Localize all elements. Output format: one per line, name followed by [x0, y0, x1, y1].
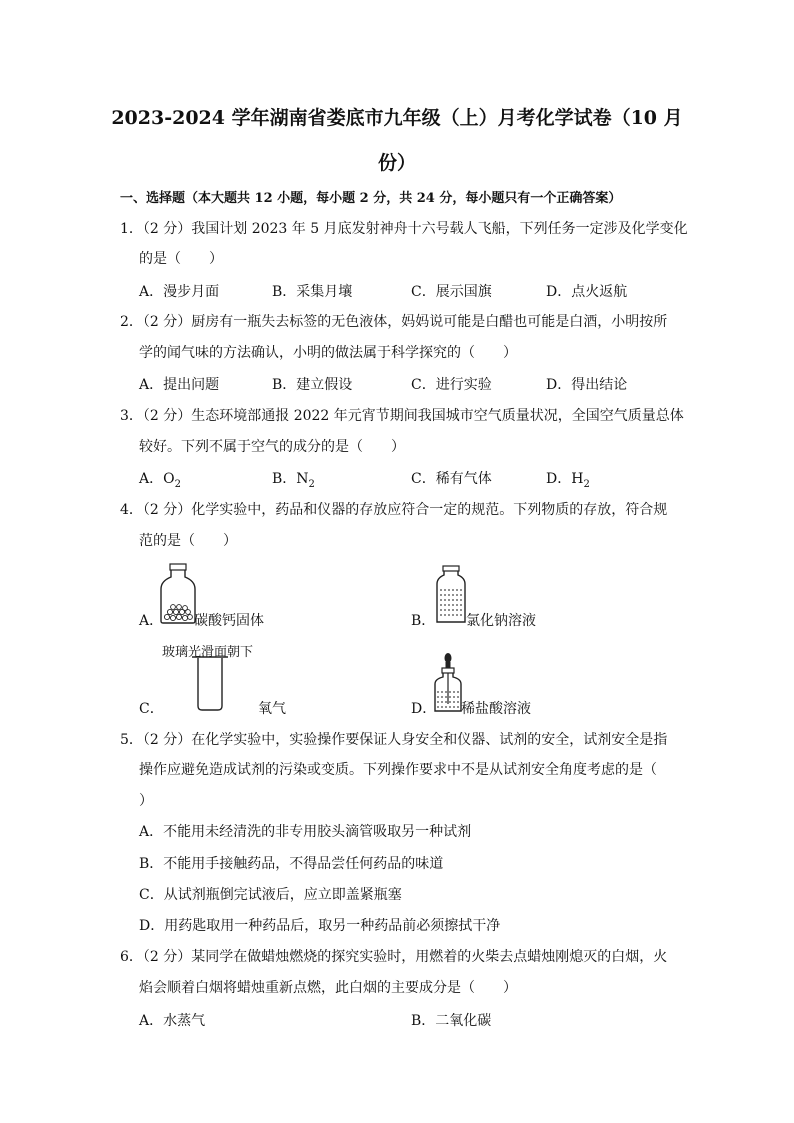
- q4-option-d-letter: D．: [411, 701, 437, 717]
- q4-stem-line1: 4．（2 分）化学实验中，药品和仪器的存放应符合一定的规范。下列物质的存放，符合规: [120, 502, 668, 518]
- q5-option-b: B．不能用手接触药品，不得品尝任何药品的味道: [139, 856, 444, 872]
- q4-option-b-letter: B．: [411, 613, 436, 629]
- q4-option-c-label: 氧气: [258, 701, 286, 717]
- q2-option-d: D．得出结论: [546, 377, 628, 393]
- q1-stem-line1: 1．（2 分）我国计划 2023 年 5 月底发射神舟十六号载人飞船，下列任务一定涉及化学变化: [120, 221, 688, 237]
- q4-option-a-label: 碳酸钙固体: [194, 613, 264, 629]
- q3-stem-line1: 3．（2 分）生态环境部通报 2022 年元宵节期间我国城市空气质量状况，全国空气质量总体: [120, 408, 684, 424]
- q6-option-b: B．二氧化碳: [411, 1013, 492, 1029]
- q4-option-b-label: 氯化钠溶液: [466, 613, 536, 629]
- q5-option-c: C．从试剂瓶倒完试液后，应立即盖紧瓶塞: [139, 887, 402, 903]
- q2-option-c: C．进行实验: [411, 377, 492, 393]
- q1-option-c: C．展示国旗: [411, 284, 492, 300]
- q1-option-a: A．漫步月面: [139, 284, 220, 300]
- q2-option-b: B．建立假设: [272, 377, 353, 393]
- q3-stem-line2: 较好。下列不属于空气的成分的是（ ）: [139, 439, 405, 455]
- q3-option-b: B．$N_2$: [272, 471, 315, 490]
- q2-stem-line1: 2．（2 分）厨房有一瓶失去标签的无色液体，妈妈说可能是白醋也可能是白酒，小明按所: [120, 314, 668, 330]
- q5-option-a: A．不能用未经清洗的非专用胶头滴管吸取另一种试剂: [139, 824, 472, 840]
- gas-jar-icon: [190, 654, 230, 712]
- q4-stem-line2: 范的是（ ）: [139, 533, 237, 549]
- wide-mouth-bottle-icon: [158, 563, 198, 625]
- q6-option-a: A．水蒸气: [139, 1013, 206, 1029]
- q4-option-c-letter: C．: [139, 701, 164, 717]
- exam-title-line2: 份）: [377, 152, 416, 174]
- q1-stem-line2: 的是（ ）: [139, 251, 223, 267]
- q4-option-d-label: 稀盐酸溶液: [461, 701, 531, 717]
- section-heading: 一、选择题（本大题共 12 小题，每小题 2 分，共 24 分，每小题只有一个正确答案）: [120, 191, 622, 206]
- q3-option-a: A．$O_2$: [139, 471, 181, 490]
- q4-option-c-note: 玻璃光滑面朝下: [162, 645, 254, 660]
- q1-option-b: B．采集月壤: [272, 284, 353, 300]
- q1-option-d: D．点火返航: [546, 284, 628, 300]
- q6-stem-line2: 焰会顺着白烟将蜡烛重新点燃，此白烟的主要成分是（ ）: [139, 980, 517, 996]
- q5-option-d: D．用药匙取用一种药品后，取另一种药品前必须擦拭干净: [139, 918, 501, 934]
- q3-option-c: C．稀有气体: [411, 471, 492, 487]
- q6-stem-line1: 6．（2 分）某同学在做蜡烛燃烧的探究实验时，用燃着的火柴去点蜡烛刚熄灭的白烟，火: [120, 949, 668, 965]
- exam-title-line1: 2023-2024 学年湖南省娄底市九年级（上）月考化学试卷（10 月: [111, 107, 683, 129]
- q2-stem-line2: 学的闻气味的方法确认，小明的做法属于科学探究的（ ）: [139, 345, 517, 361]
- q3-option-d: D．$H_2$: [546, 471, 590, 490]
- q5-stem-line1: 5．（2 分）在化学实验中，实验操作要保证人身安全和仪器、试剂的安全，试剂安全是指: [120, 732, 668, 748]
- dropper-bottle-icon: [433, 652, 463, 714]
- solution-bottle-icon: [435, 565, 467, 625]
- q5-stem-line2: 操作应避免造成试剂的污染或变质。下列操作要求中不是从试剂安全角度考虑的是（: [139, 762, 657, 778]
- q2-option-a: A．提出问题: [139, 377, 220, 393]
- q4-option-a-letter: A．: [139, 613, 164, 629]
- q5-stem-line3: ）: [139, 793, 153, 809]
